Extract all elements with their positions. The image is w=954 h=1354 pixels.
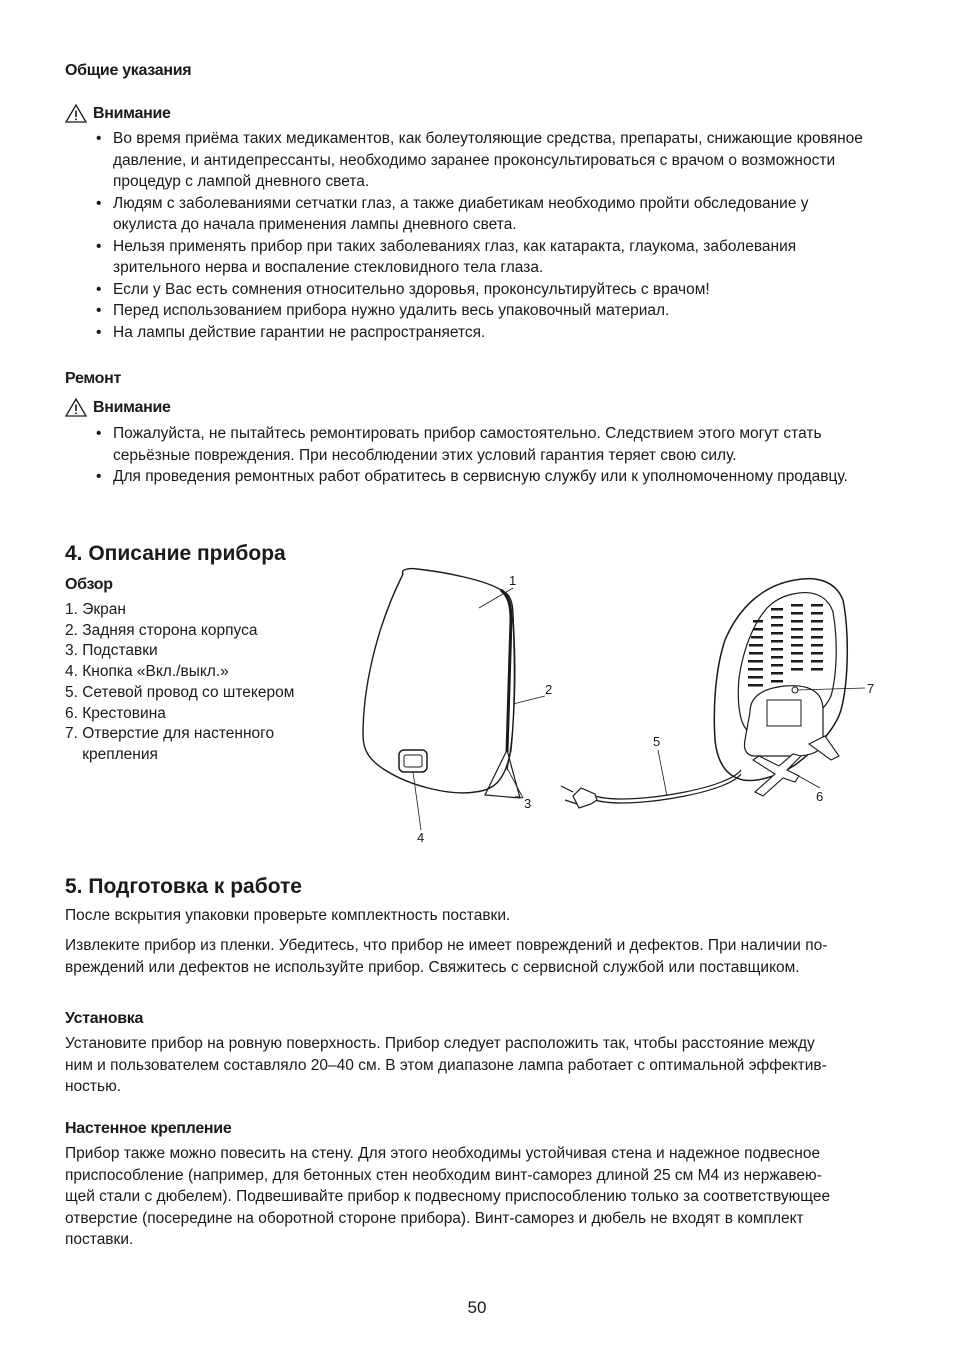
paragraph-line: Прибор также можно повесить на стену. Для этого необходимы устойчивая стена и надежное подвесное: [65, 1145, 821, 1162]
list-item: 7. Отверстие для настенного: [65, 725, 275, 743]
front-view: [363, 569, 545, 830]
rear-view: [561, 579, 865, 808]
callout-1: 1: [509, 573, 517, 588]
general-warning-label: Внимание: [93, 104, 171, 122]
list-item: • Нельзя применять прибор при таких заболеваниях глаз, как катаракта, глаукома, заболевания зрительного нерва и воспаление стекловидного тела глаза.: [96, 236, 866, 279]
list-item: 2. Задняя сторона корпуса: [65, 621, 258, 639]
list-item: • На лампы действие гарантии не распространяется.: [96, 322, 866, 344]
wall-mount-text: [65, 1143, 895, 1251]
paragraph-line: Извлеките прибор из пленки. Убедитесь, что прибор не имеет повреждений и дефектов. При наличии по-: [65, 937, 828, 954]
install-text: [65, 1033, 895, 1098]
callout-2: 2: [545, 682, 553, 697]
paragraph-line: Установите прибор на ровную поверхность. Прибор следует расположить так, чтобы расстояние между: [65, 1035, 815, 1052]
section-5-check: [65, 935, 895, 978]
list-item: • Людям с заболеваниями сетчатки глаз, а также диабетикам необходимо пройти обследование у окулиста до начала применения лампы дневного света.: [96, 193, 866, 236]
callout-3: 3: [524, 796, 532, 811]
paragraph-line: ним и пользователем составляло 20–40 см. В этом диапазоне лампа работает с оптимальной эффектив-: [65, 1056, 827, 1074]
list-item: 5. Сетевой провод со штекером: [65, 683, 295, 701]
section-5-heading: 5. Подготовка к работе: [65, 875, 302, 898]
repair-title: Ремонт: [65, 370, 122, 387]
repair-bullet-list: [96, 423, 886, 488]
paragraph-line: приспособление (например, для бетонных стен необходим винт-саморез длиной 25 см M4 из нержавею-: [65, 1166, 822, 1184]
paragraph-line: вреждений или дефектов не используйте прибор. Свяжитесь с сервисной службой или поставщиком.: [65, 958, 800, 976]
warning-triangle-icon: [65, 398, 87, 417]
list-item: крепления: [65, 745, 158, 763]
list-item: • Пожалуйста, не пытайтесь ремонтировать прибор самостоятельно. Следствием этого могут стать серьёзные повреждения. При несоблюдении этих условий гарантия теряет свою силу.: [96, 423, 886, 466]
paragraph: После вскрытия упаковки проверьте комплектность поставки.: [65, 907, 511, 924]
overview-list: [65, 600, 365, 766]
paragraph-line: ностью.: [65, 1078, 122, 1095]
paragraph-line: отверстие (посередине на оборотной стороне прибора). Винт-саморез и дюбель не входят в комплект: [65, 1209, 804, 1227]
repair-warning: [65, 398, 171, 417]
install-title: Установка: [65, 1010, 144, 1027]
list-item: • Перед использованием прибора нужно удалить весь упаковочный материал.: [96, 300, 866, 322]
list-item: 4. Кнопка «Вкл./выкл.»: [65, 663, 229, 681]
paragraph-line: щей стали с дюбелем). Подвешивайте прибор к подвесному приспособлению только за соответствующее: [65, 1188, 831, 1205]
overview-title: Обзор: [65, 576, 113, 593]
paragraph-line: поставки.: [65, 1231, 134, 1248]
general-bullet-list: [96, 128, 866, 343]
device-illustration: [355, 560, 900, 860]
general-warning: [65, 104, 171, 123]
section-4-heading: 4. Описание прибора: [65, 542, 286, 565]
list-item: 1. Экран: [65, 601, 126, 618]
general-title: Общие указания: [65, 62, 192, 79]
page-number: 50: [467, 1298, 487, 1317]
list-item: • Если у Вас есть сомнения относительно здоровья, проконсультируйтесь с врачом!: [96, 279, 866, 301]
section-5-intro: [65, 905, 895, 927]
wall-mount-title: Настенное крепление: [65, 1120, 232, 1137]
warning-triangle-icon: [65, 104, 87, 123]
list-item: • Во время приёма таких медикаментов, как болеутоляющие средства, препараты, снижающие кровяное давление, и антидепрессанты, необходимо заранее проконсультироваться с врачом о возможности процедур с лампой дневного света.: [96, 128, 866, 193]
list-item: • Для проведения ремонтных работ обратитесь в сервисную службу или к уполномоченному продавцу.: [96, 466, 886, 488]
callout-5: 5: [653, 734, 661, 749]
callout-7: 7: [867, 681, 875, 696]
list-item: 3. Подставки: [65, 642, 158, 660]
callout-4: 4: [417, 830, 425, 845]
list-item: 6. Крестовина: [65, 704, 166, 722]
callout-6: 6: [816, 789, 824, 804]
repair-warning-label: Внимание: [93, 398, 171, 416]
